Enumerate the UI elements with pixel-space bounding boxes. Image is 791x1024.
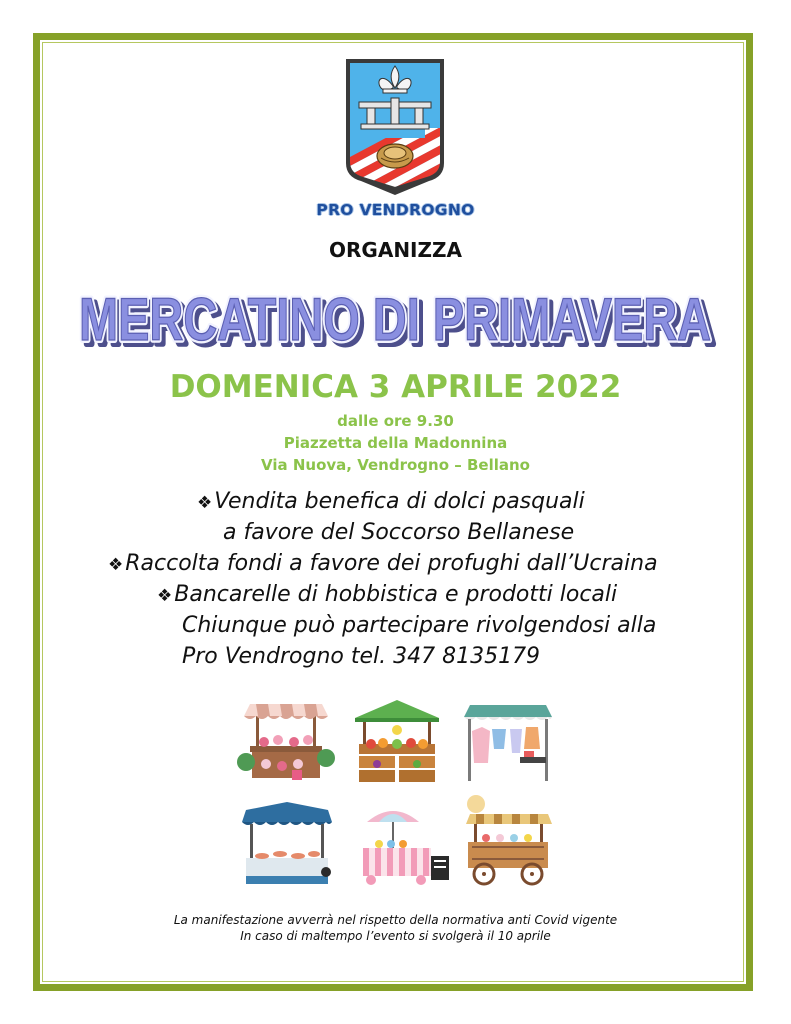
event-date: DOMENICA 3 APRILE 2022 (169, 369, 622, 405)
headline-shadow: MERCATINO DI PRIMAVERA (83, 290, 715, 357)
weather-notice: In caso di maltempo l’evento si svolgerà il 10 aprile (240, 929, 551, 943)
bullet-charity-sale (197, 489, 585, 514)
event-address: Via Nuova, Vendrogno – Bellano (261, 456, 530, 474)
organizer-name: PRO VENDROGNO (316, 201, 475, 219)
bullet-text: Vendita benefica di dolci pasquali (214, 489, 585, 514)
clothing-stall-icon (462, 703, 554, 785)
headline-outline: MERCATINO DI PRIMAVERA (79, 286, 711, 353)
contact-phone: Pro Vendrogno tel. 347 8135179 (182, 644, 541, 669)
covid-notice: La manifestazione avverrà nel rispetto della normativa anti Covid vigente (173, 913, 618, 927)
event-headline (60, 278, 730, 362)
candy-stall-icon (357, 800, 453, 888)
bullet-stalls-cont: Chiunque può partecipare rivolgendosi alla (182, 613, 657, 638)
organizes-label: ORGANIZZA (329, 238, 462, 262)
vegetable-stall-icon (353, 700, 441, 786)
flower-stall-icon (236, 700, 336, 786)
event-time: dalle ore 9.30 (337, 412, 454, 430)
coat-of-arms-icon (345, 58, 445, 198)
bullet-stalls (157, 582, 617, 607)
bullet-charity-sale-cont: a favore del Soccorso Bellanese (223, 520, 575, 545)
bullet-fundraising (108, 551, 658, 576)
event-place: Piazzetta della Madonnina (283, 434, 508, 452)
diamond-bullet-icon: ❖ (157, 586, 173, 606)
fish-stall-icon (240, 802, 334, 888)
sweets-cart-icon (462, 792, 554, 888)
bullet-text: Bancarelle di hobbistica e prodotti locali (174, 582, 618, 607)
diamond-bullet-icon: ❖ (108, 555, 124, 575)
bullet-text: Raccolta fondi a favore dei profughi dall’Ucraina (125, 551, 658, 576)
diamond-bullet-icon: ❖ (197, 493, 213, 513)
headline-text: MERCATINO DI PRIMAVERA (79, 286, 711, 353)
